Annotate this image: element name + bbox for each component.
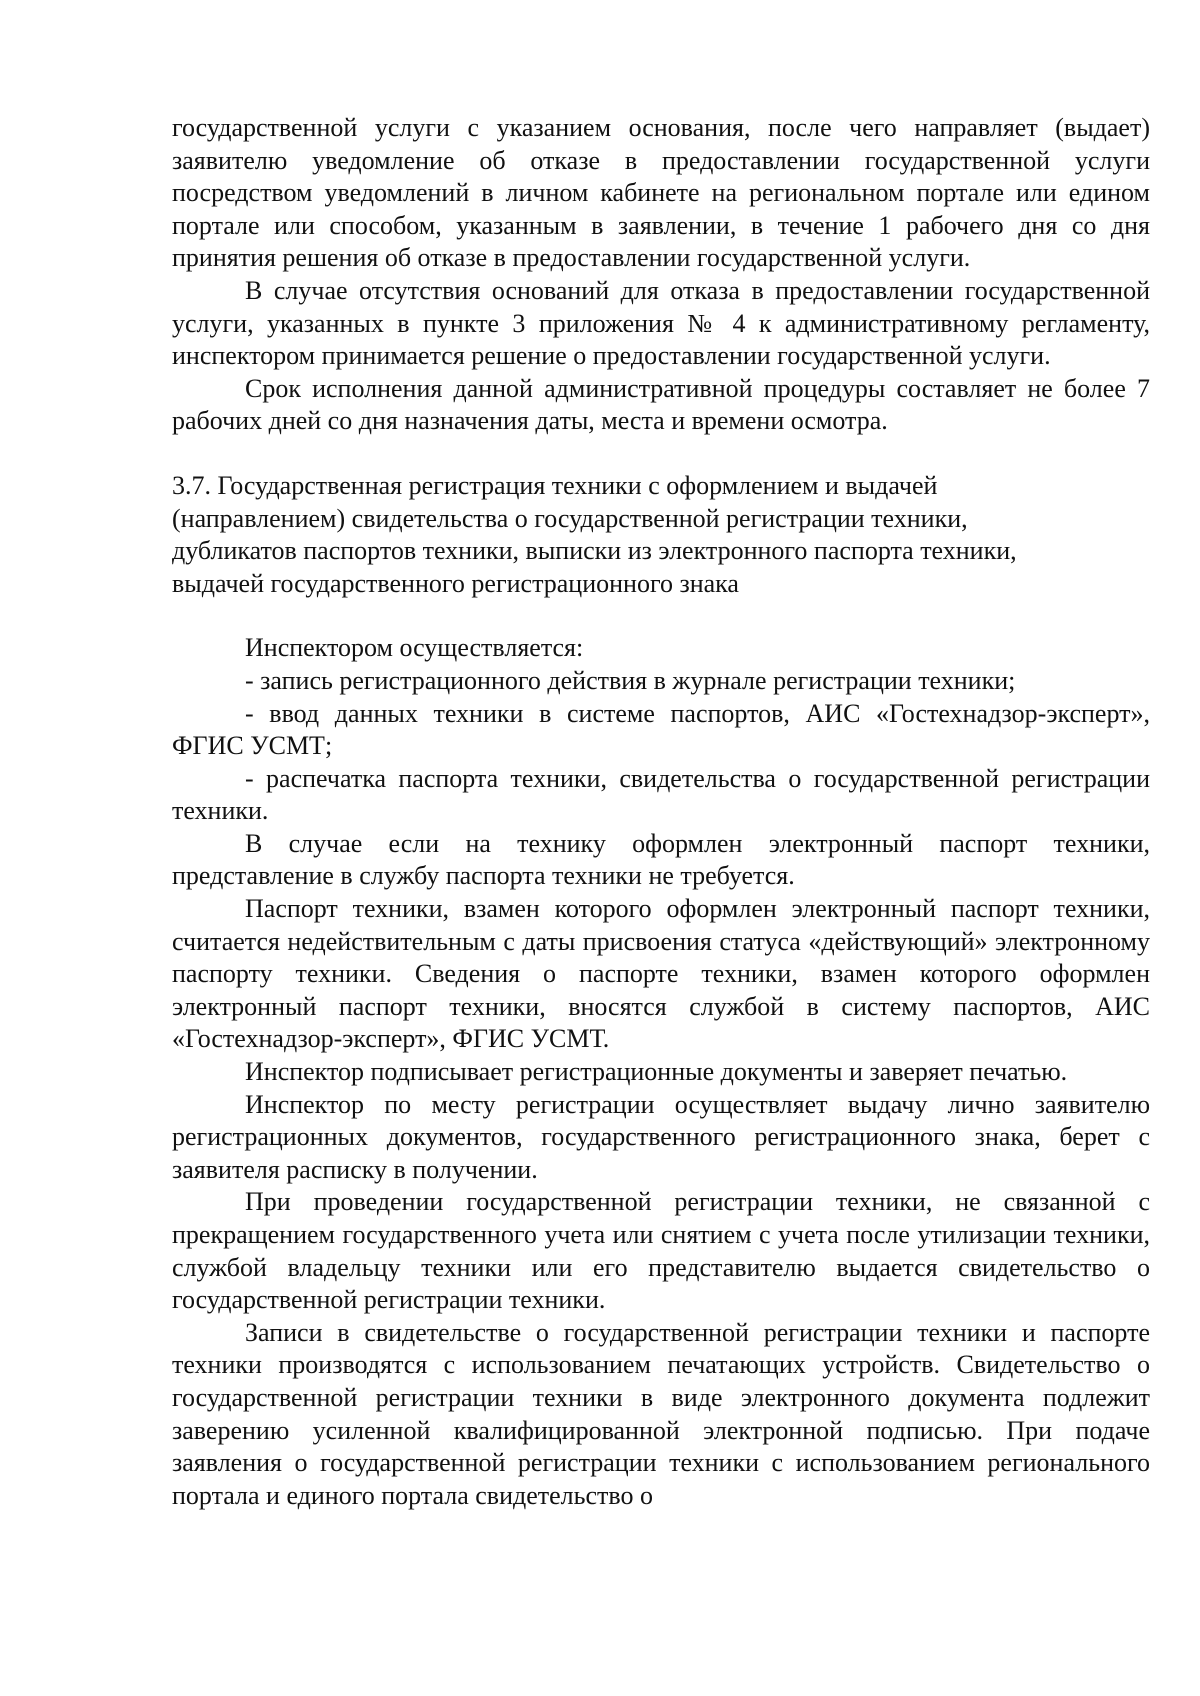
paragraph-passport-invalid: Паспорт техники, взамен которого оформлен электронный паспорт техники, считается недействительным с даты присвоения статуса «действующий» электронному паспорту техники. Сведения о паспорте техники, взамен которого оформлен электронный паспорт техники, вносятся службой в систему паспортов, АИС «Гостехнадзор-эксперт», ФГИС УСМТ. <box>172 894 1150 1054</box>
list-item-data-entry: - ввод данных техники в системе паспортов, АИС «Гостехнадзор-эксперт», ФГИС УСМТ; <box>172 698 1150 761</box>
document-page <box>172 112 1150 1512</box>
paragraph-no-grounds-for-refusal: В случае отсутствия оснований для отказа в предоставлении государственной услуги, указанных в пункте 3 приложения № 4 к административному регламенту, инспектором принимается решение о предоставлении государственной услуги. <box>172 275 1150 371</box>
paragraph-inspector-signs: Инспектор подписывает регистрационные документы и заверяет печатью. <box>245 1057 1068 1087</box>
paragraph-issuance: Инспектор по месту регистрации осуществляет выдачу лично заявителю регистрационных документов, государственного регистрационного знака, берет с заявителя расписку в получении. <box>172 1089 1150 1184</box>
section-heading-line: дубликатов паспортов техники, выписки из электронного паспорта техники, <box>172 536 1017 566</box>
spacer <box>172 600 1150 632</box>
section-heading <box>172 470 1150 600</box>
section-heading-line: (направлением) свидетельства о государственной регистрации техники, <box>172 503 968 533</box>
section-heading-line: выдачей государственного регистрационного знака <box>172 568 739 598</box>
paragraph-inspector-performs: Инспектором осуществляется: <box>245 633 584 663</box>
paragraph-records-in-certificate: Записи в свидетельстве о государственной регистрации техники и паспорте техники производятся с использованием печатающих устройств. Свидетельство о государственной регистрации техники в виде электронного документа подлежит заверению усиленной квалифицированной электронной подписью. При подаче заявления о государственной регистрации техники с использованием регионального портала и единого портала свидетельство о <box>172 1317 1150 1510</box>
paragraph-procedure-deadline: Срок исполнения данной административной процедуры составляет не более 7 рабочих дней со дня назначения даты, места и времени осмотра. <box>172 373 1150 436</box>
spacer <box>172 438 1150 470</box>
paragraph-certificate-issued: При проведении государственной регистрации техники, не связанной с прекращением государственного учета или снятием с учета после утилизации техники, службой владельцу техники или его представителю выдается свидетельство о государственной регистрации техники. <box>172 1187 1150 1315</box>
paragraph-electronic-passport: В случае если на технику оформлен электронный паспорт техники, представление в службу паспорта техники не требуется. <box>172 828 1150 891</box>
list-item-printing: - распечатка паспорта техники, свидетельства о государственной регистрации техники. <box>172 763 1150 826</box>
paragraph-refusal-notice: государственной услуги с указанием основания, после чего направляет (выдает) заявителю уведомление об отказе в предоставлении государственной услуги посредством уведомлений в личном кабинете на региональном портале или едином портале или способом, указанным в заявлении, в течение 1 рабочего дня со дня принятия решения об отказе в предоставлении государственной услуги. <box>172 113 1150 273</box>
list-item-journal-entry: - запись регистрационного действия в журнале регистрации техники; <box>245 665 1016 695</box>
section-heading-line: 3.7. Государственная регистрация техники с оформлением и выдачей <box>172 470 938 500</box>
